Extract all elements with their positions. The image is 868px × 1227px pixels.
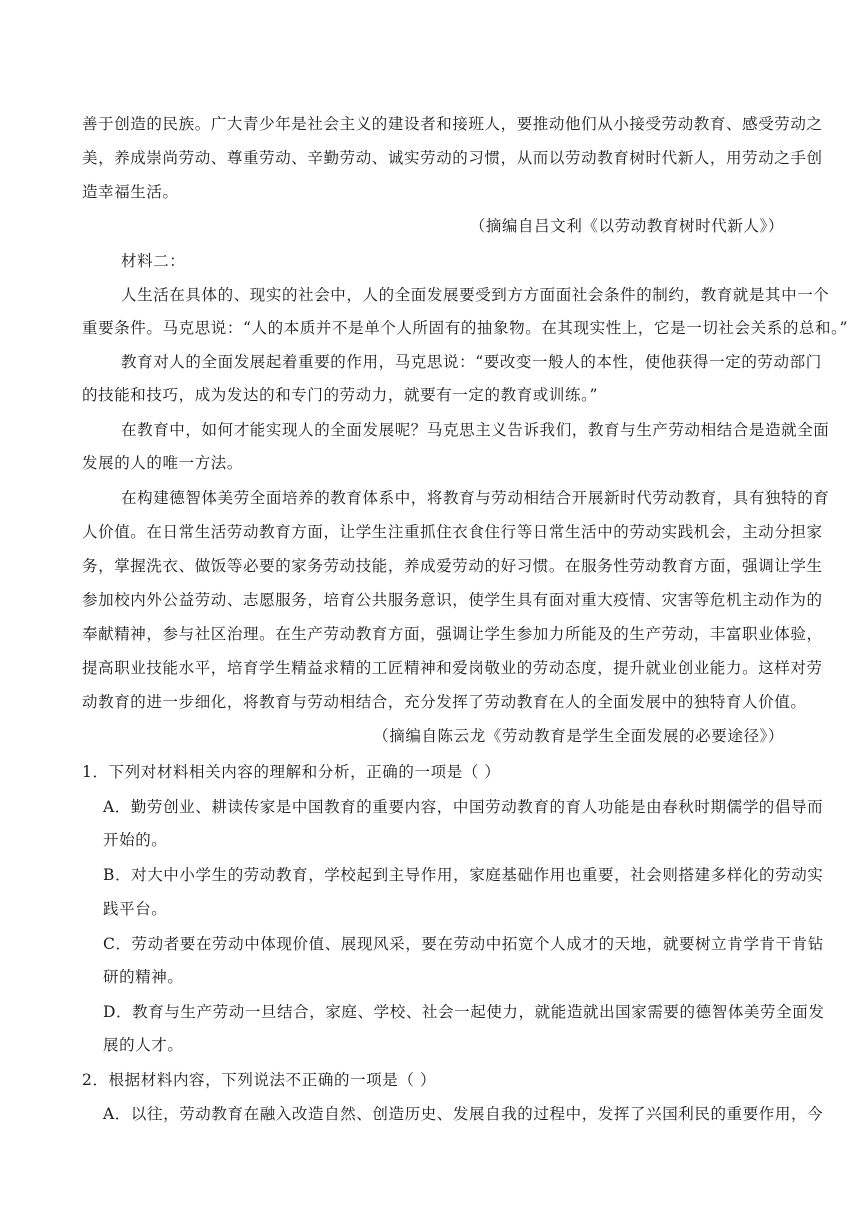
- q1-option-b-cont: 践平台。: [103, 900, 168, 918]
- q1-option-c: C．劳动者要在劳动中体现价值、展现风采，要在劳动中拓宽个人成才的天地，就要树立肯学肯干肯钻: [103, 935, 824, 953]
- question-2-stem: 2．根据材料内容，下列说法不正确的一项是（ ）: [82, 1071, 437, 1089]
- paragraph-line: 重要条件。马克思说：“人的本质并不是单个人所固有的抽象物。在其现实性上，它是一切社会关系的总和。”: [82, 319, 849, 337]
- q1-option-a: A．勤劳创业、耕读传家是中国教育的重要内容，中国劳动教育的育人功能是由春秋时期儒学的倡导而: [103, 798, 824, 816]
- paragraph-line: 造幸福生活。: [82, 183, 179, 201]
- paragraph-line: 提高职业技能水平，培育学生精益求精的工匠精神和爱岗敬业的劳动态度，提升就业创业能力。这样对劳: [82, 659, 823, 677]
- material-label: 材料二：: [121, 252, 186, 270]
- q1-option-c-cont: 研的精神。: [103, 968, 184, 986]
- paragraph-line: 人生活在具体的、现实的社会中，人的全面发展要受到方方面面社会条件的制约，教育就是其中一个: [121, 286, 830, 304]
- paragraph-line: 在构建德智体美劳全面培养的教育体系中，将教育与劳动相结合开展新时代劳动教育，具有独特的育: [121, 489, 830, 507]
- q1-option-a-cont: 开始的。: [103, 831, 168, 849]
- paragraph-line: 善于创造的民族。广大青少年是社会主义的建设者和接班人，要推动他们从小接受劳动教育、感受劳动之: [82, 115, 823, 133]
- paragraph-line: 的技能和技巧，成为发达的和专门的劳动力，就要有一定的教育或训练。”: [82, 386, 598, 404]
- paragraph-line: 美，养成崇尚劳动、尊重劳动、辛勤劳动、诚实劳动的习惯，从而以劳动教育树时代新人，用劳动之手创: [82, 149, 823, 167]
- paragraph-line: 教育对人的全面发展起着重要的作用，马克思说：“要改变一般人的本性，使他获得一定的劳动部门: [121, 353, 822, 371]
- paragraph-line: 动教育的进一步细化，将教育与劳动相结合，充分发挥了劳动教育在人的全面发展中的独特育人价值。: [82, 693, 807, 711]
- source-citation: （摘编自吕文利《以劳动教育树时代新人》）: [469, 217, 784, 235]
- paragraph-line: 务，掌握洗衣、做饭等必要的家务劳动技能，养成爱劳动的好习惯。在服务性劳动教育方面，强调让学生: [82, 557, 823, 575]
- paragraph-line: 人价值。在日常生活劳动教育方面，让学生注重抓住衣食住行等日常生活中的劳动实践机会，主动分担家: [82, 523, 823, 541]
- paragraph-line: 发展的人的唯一方法。: [82, 454, 244, 472]
- paragraph-line: 参加校内外公益劳动、志愿服务，培育公共服务意识，使学生具有面对重大疫情、灾害等危机主动作为的: [82, 591, 823, 609]
- q2-option-a: A．以往，劳动教育在融入改造自然、创造历史、发展自我的过程中，发挥了兴国利民的重要作用，今: [103, 1105, 824, 1123]
- source-citation: （摘编自陈云龙《劳动教育是学生全面发展的必要途径》）: [373, 727, 784, 745]
- q1-option-d-cont: 展的人才。: [103, 1036, 184, 1054]
- paragraph-line: 在教育中，如何才能实现人的全面发展呢？马克思主义告诉我们，教育与生产劳动相结合是造就全面: [121, 421, 830, 439]
- q1-option-b: B．对大中小学生的劳动教育，学校起到主导作用，家庭基础作用也重要，社会则搭建多样化的劳动实: [103, 866, 824, 884]
- q1-option-d: D．教育与生产劳动一旦结合，家庭、学校、社会一起使力，就能造就出国家需要的德智体美劳全面发: [103, 1003, 825, 1021]
- paragraph-line: 奉献精神，参与社区治理。在生产劳动教育方面，强调让学生参加力所能及的生产劳动，丰富职业体验，: [82, 625, 823, 643]
- question-1-stem: 1．下列对材料相关内容的理解和分析，正确的一项是（ ）: [82, 763, 501, 781]
